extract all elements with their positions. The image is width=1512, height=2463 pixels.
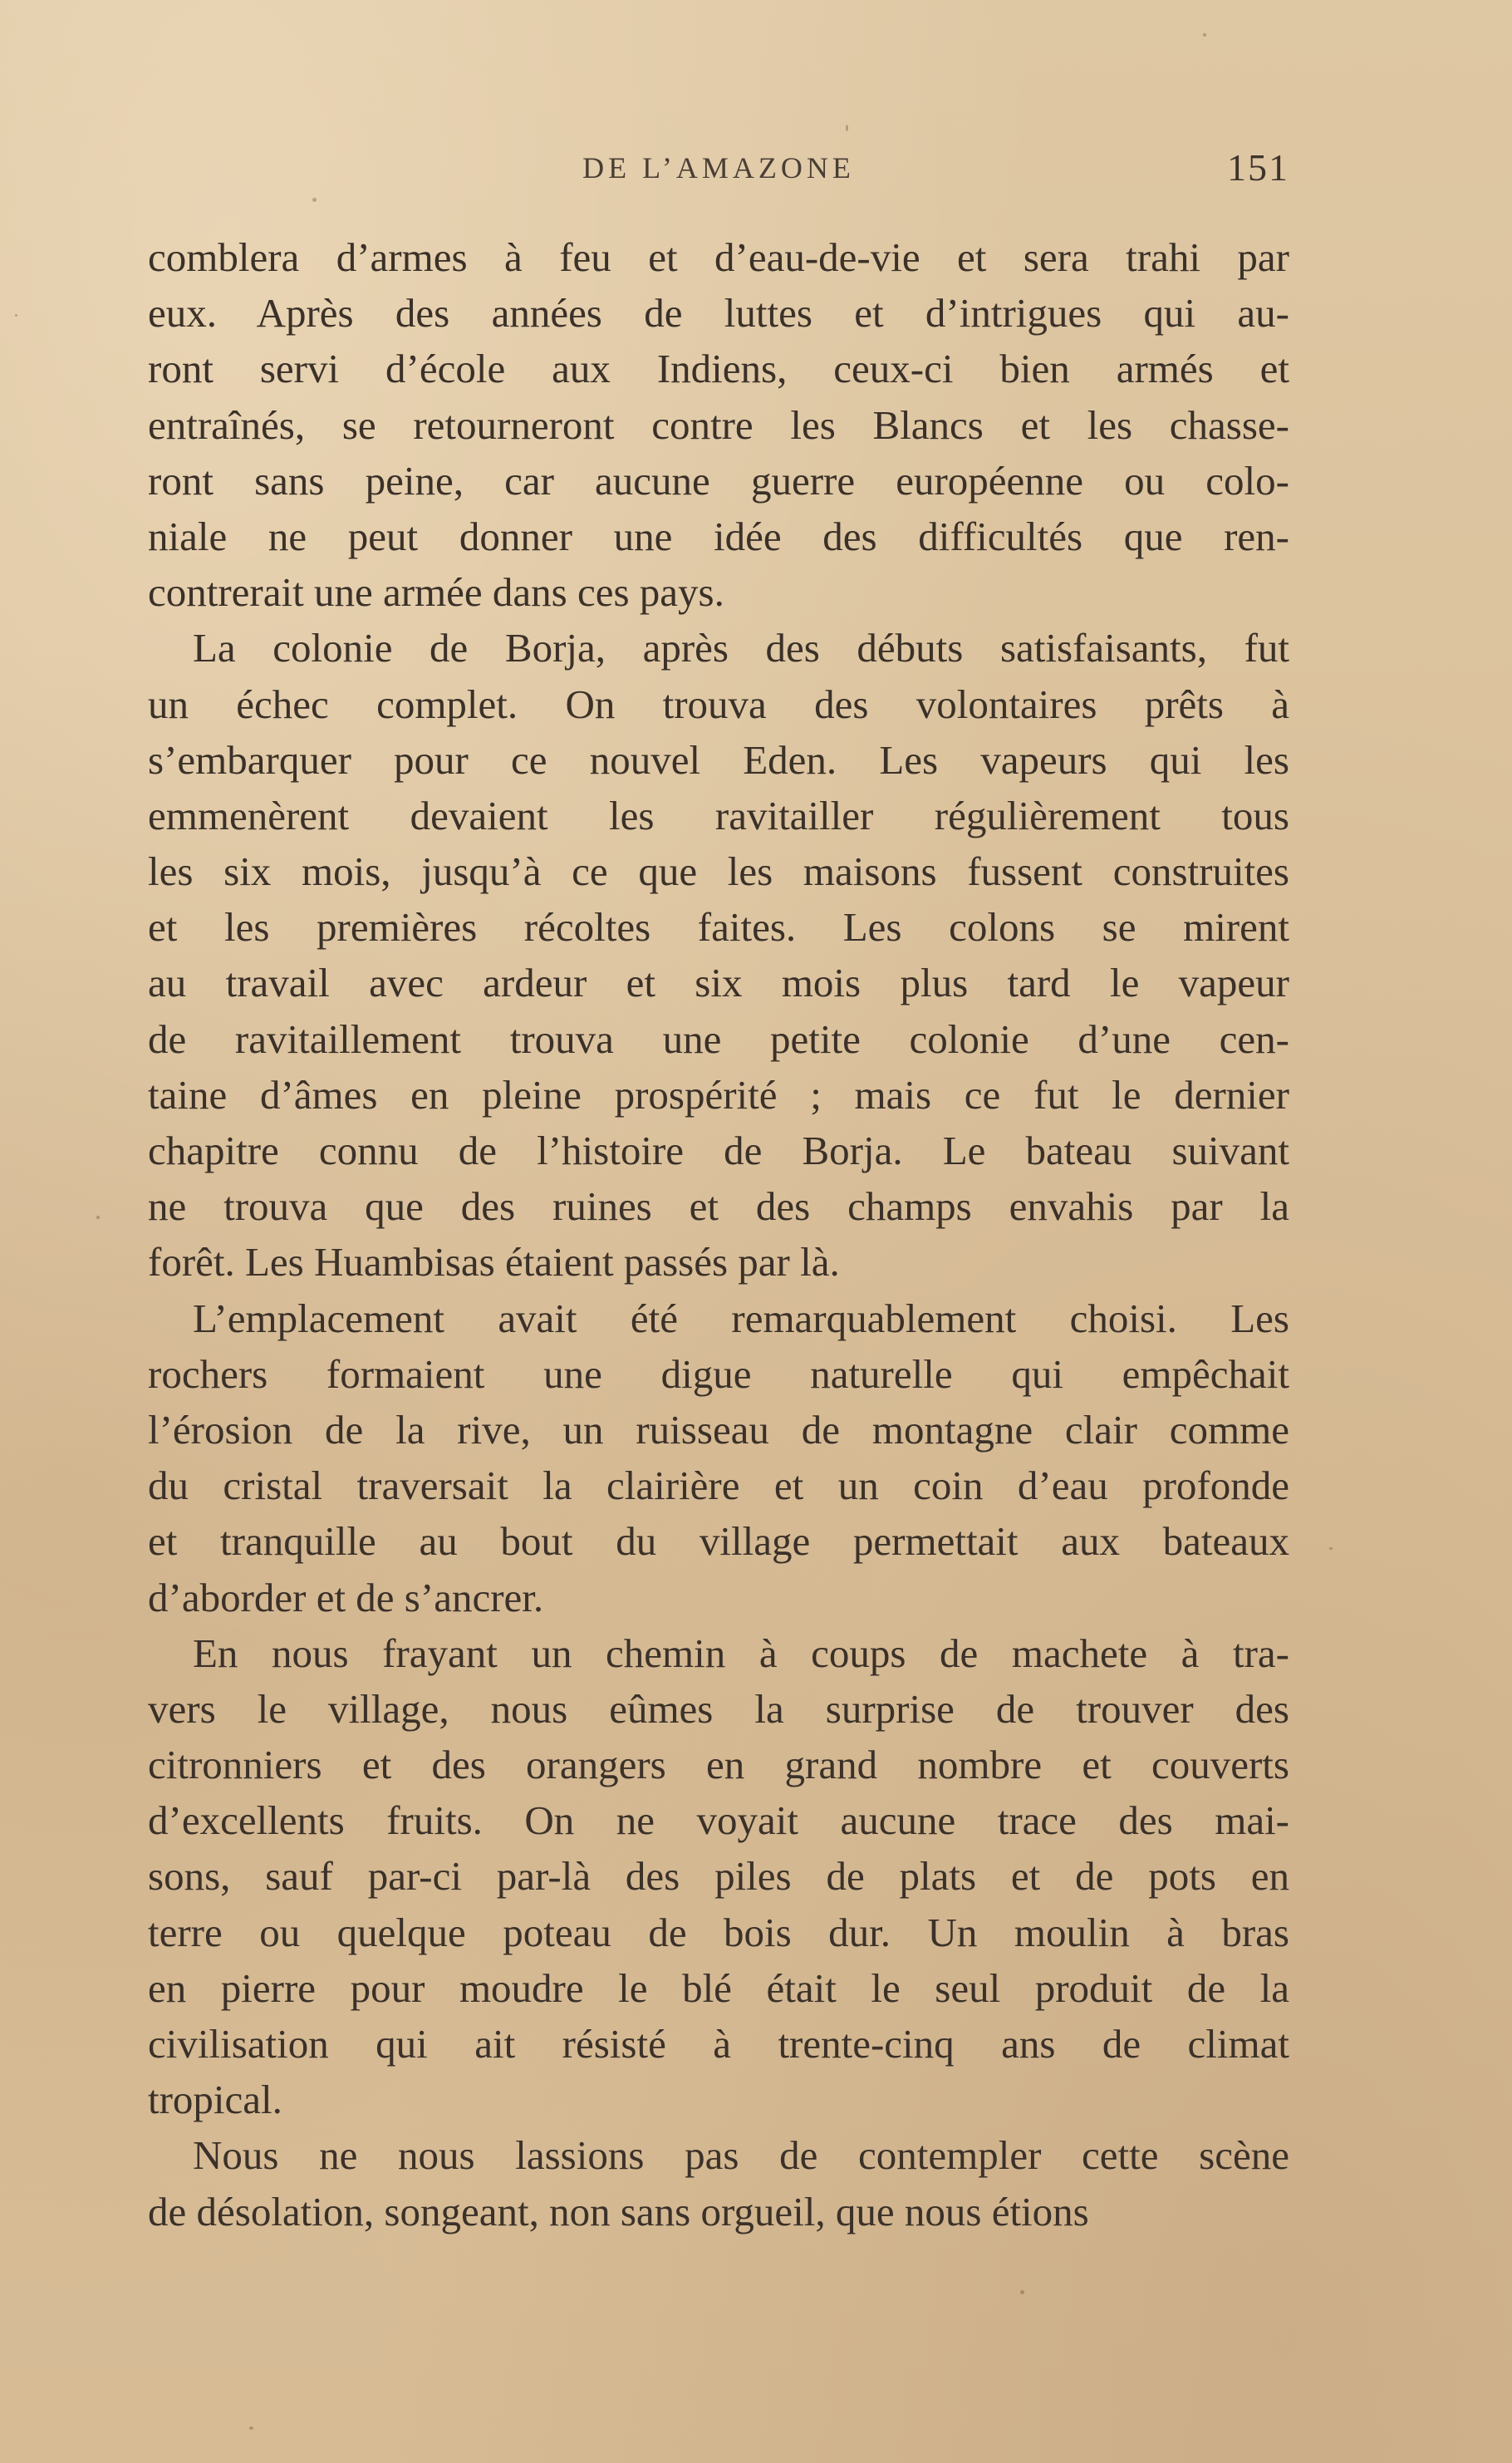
paper-speck xyxy=(15,314,17,317)
text-line: l’érosion de la rive, un ruisseau de montagne clair comme xyxy=(148,1406,1289,1453)
text-line: au travail avec ardeur et six mois plus tard le vapeur xyxy=(148,960,1289,1006)
text-line: emmenèrent devaient les ravitailler régulièrement tous xyxy=(148,792,1289,838)
text-line: vers le village, nous eûmes la surprise de trouver des xyxy=(148,1685,1289,1732)
text-line: s’embarquer pour ce nouvel Eden. Les vapeurs qui les xyxy=(148,736,1289,783)
text-line: Nous ne nous lassions pas de contempler cette scène xyxy=(193,2132,1289,2179)
text-line: terre ou quelque poteau de bois dur. Un moulin à bras xyxy=(148,1909,1289,1955)
text-line: eux. Après des années de luttes et d’intrigues qui au- xyxy=(148,290,1289,337)
text-line: ne trouva que des ruines et des champs envahis par la xyxy=(148,1183,1289,1230)
text-line: civilisation qui ait résisté à trente-cinq ans de climat xyxy=(148,2021,1289,2067)
text-line: et tranquille au bout du village permettait aux bateaux xyxy=(148,1518,1289,1565)
text-line: de désolation, songeant, non sans orgueil, que nous étions xyxy=(148,2188,1089,2234)
text-line: En nous frayant un chemin à coups de machete à tra- xyxy=(193,1630,1289,1676)
text-line: La colonie de Borja, après des débuts satisfaisants, fut xyxy=(193,625,1289,671)
text-line: citronniers et des orangers en grand nombre et couverts xyxy=(148,1742,1289,1788)
text-line: sons, sauf par-ci par-là des piles de plats et de pots en xyxy=(148,1853,1289,1900)
text-line: taine d’âmes en pleine prospérité ; mais ce fut le dernier xyxy=(148,1071,1289,1118)
text-line: de ravitaillement trouva une petite colonie d’une cen- xyxy=(148,1015,1289,1062)
paper-speck xyxy=(249,2426,253,2430)
body-text xyxy=(148,229,1289,2239)
text-line: et les premières récoltes faites. Les colons se mirent xyxy=(148,904,1289,951)
text-line: d’excellents fruits. On ne voyait aucune trace des mai- xyxy=(148,1797,1289,1844)
paper-speck xyxy=(1203,33,1206,37)
text-line: niale ne peut donner une idée des difficultés que ren- xyxy=(148,513,1289,559)
running-header xyxy=(148,145,1289,204)
running-title: DE L’AMAZONE xyxy=(582,151,855,184)
text-line: ront servi d’école aux Indiens, ceux-ci bien armés et xyxy=(148,346,1289,392)
text-line: entraînés, se retourneront contre les Blancs et les chasse- xyxy=(148,401,1289,448)
text-line: contrerait une armée dans ces pays. xyxy=(148,569,724,616)
text-line: du cristal traversait la clairière et un coin d’eau profonde xyxy=(148,1463,1289,1509)
text-line: d’aborder et de s’ancrer. xyxy=(148,1574,544,1620)
text-line: les six mois, jusqu’à ce que les maisons fussent construites xyxy=(148,848,1289,895)
text-line: en pierre pour moudre le blé était le seul produit de la xyxy=(148,1964,1289,2011)
paper-speck xyxy=(1329,1547,1333,1550)
text-line: ront sans peine, car aucune guerre européenne ou colo- xyxy=(148,457,1289,504)
paper-speck xyxy=(96,1216,100,1219)
paper-speck xyxy=(312,198,317,202)
text-line: forêt. Les Huambisas étaient passés par là. xyxy=(148,1239,840,1286)
paper-speck xyxy=(1020,2290,1024,2294)
text-line: comblera d’armes à feu et d’eau-de-vie et sera trahi par xyxy=(148,234,1289,280)
page-number: 151 xyxy=(1227,146,1289,189)
text-line: tropical. xyxy=(148,2077,282,2123)
text-line: rochers formaient une digue naturelle qui empêchait xyxy=(148,1350,1289,1397)
text-line: chapitre connu de l’histoire de Borja. Le bateau suivant xyxy=(148,1128,1289,1173)
text-line: L’emplacement avait été remarquablement choisi. Les xyxy=(193,1295,1289,1341)
text-line: un échec complet. On trouva des volontaires prêts à xyxy=(148,681,1289,727)
paper-speck xyxy=(846,125,848,131)
